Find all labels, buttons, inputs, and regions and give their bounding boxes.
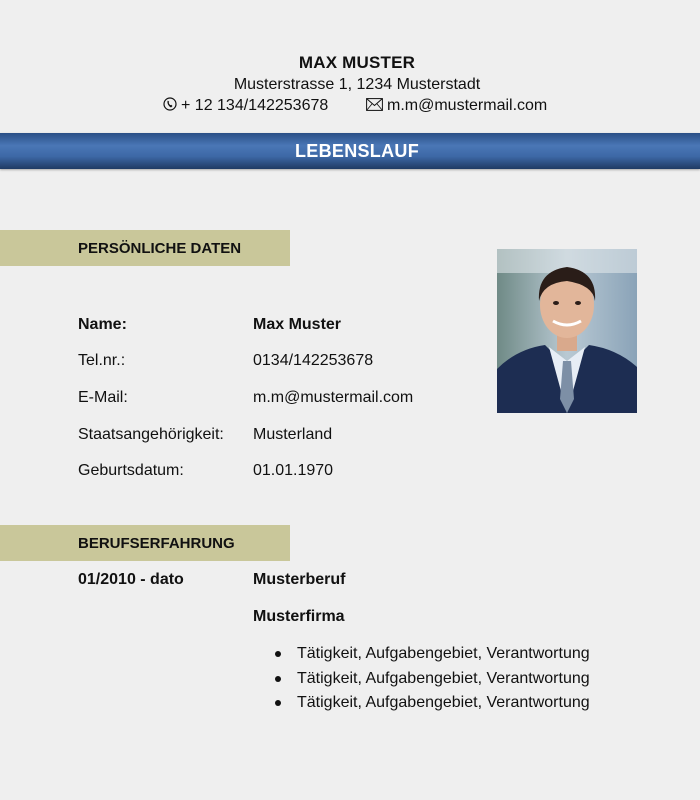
header-email-text: m.m@mustermail.com	[387, 97, 548, 114]
header-address: Musterstrasse 1, 1234 Musterstadt	[233, 76, 481, 93]
label-email: E-Mail:	[78, 389, 128, 406]
work-position: Musterberuf	[253, 571, 346, 588]
work-duties-list	[253, 644, 590, 718]
value-name: Max Muster	[253, 316, 342, 333]
value-birthdate: 01.01.1970	[253, 462, 334, 479]
label-phone: Tel.nr.:	[78, 352, 126, 369]
label-birthdate: Geburtsdatum:	[78, 462, 184, 479]
header-email	[366, 97, 547, 116]
work-company: Musterfirma	[253, 608, 345, 625]
title-banner	[0, 133, 700, 169]
list-item: Tätigkeit, Aufgabengebiet, Verantwortung	[253, 644, 590, 669]
profile-photo	[497, 249, 637, 413]
label-nationality: Staatsangehörigkeit:	[78, 426, 224, 443]
banner-title: LEBENSLAUF	[295, 141, 419, 161]
section-work-title: BERUFSERFAHRUNG	[78, 535, 235, 552]
label-name: Name:	[78, 316, 127, 333]
value-phone: 0134/142253678	[253, 352, 374, 369]
value-email: m.m@mustermail.com	[253, 389, 414, 406]
value-nationality: Musterland	[253, 426, 333, 443]
envelope-icon	[366, 98, 383, 116]
work-period: 01/2010 - dato	[78, 571, 184, 588]
list-item: Tätigkeit, Aufgabengebiet, Verantwortung	[253, 693, 590, 718]
header-contact	[163, 97, 583, 117]
header-phone	[163, 97, 328, 116]
section-work-heading	[0, 525, 290, 561]
header-phone-text: + 12 134/142253678	[181, 97, 329, 114]
phone-icon	[163, 97, 177, 116]
section-personal-heading	[0, 230, 290, 266]
header-name: MAX MUSTER	[298, 53, 416, 72]
list-item: Tätigkeit, Aufgabengebiet, Verantwortung	[253, 669, 590, 694]
section-personal-title: PERSÖNLICHE DATEN	[78, 240, 242, 257]
